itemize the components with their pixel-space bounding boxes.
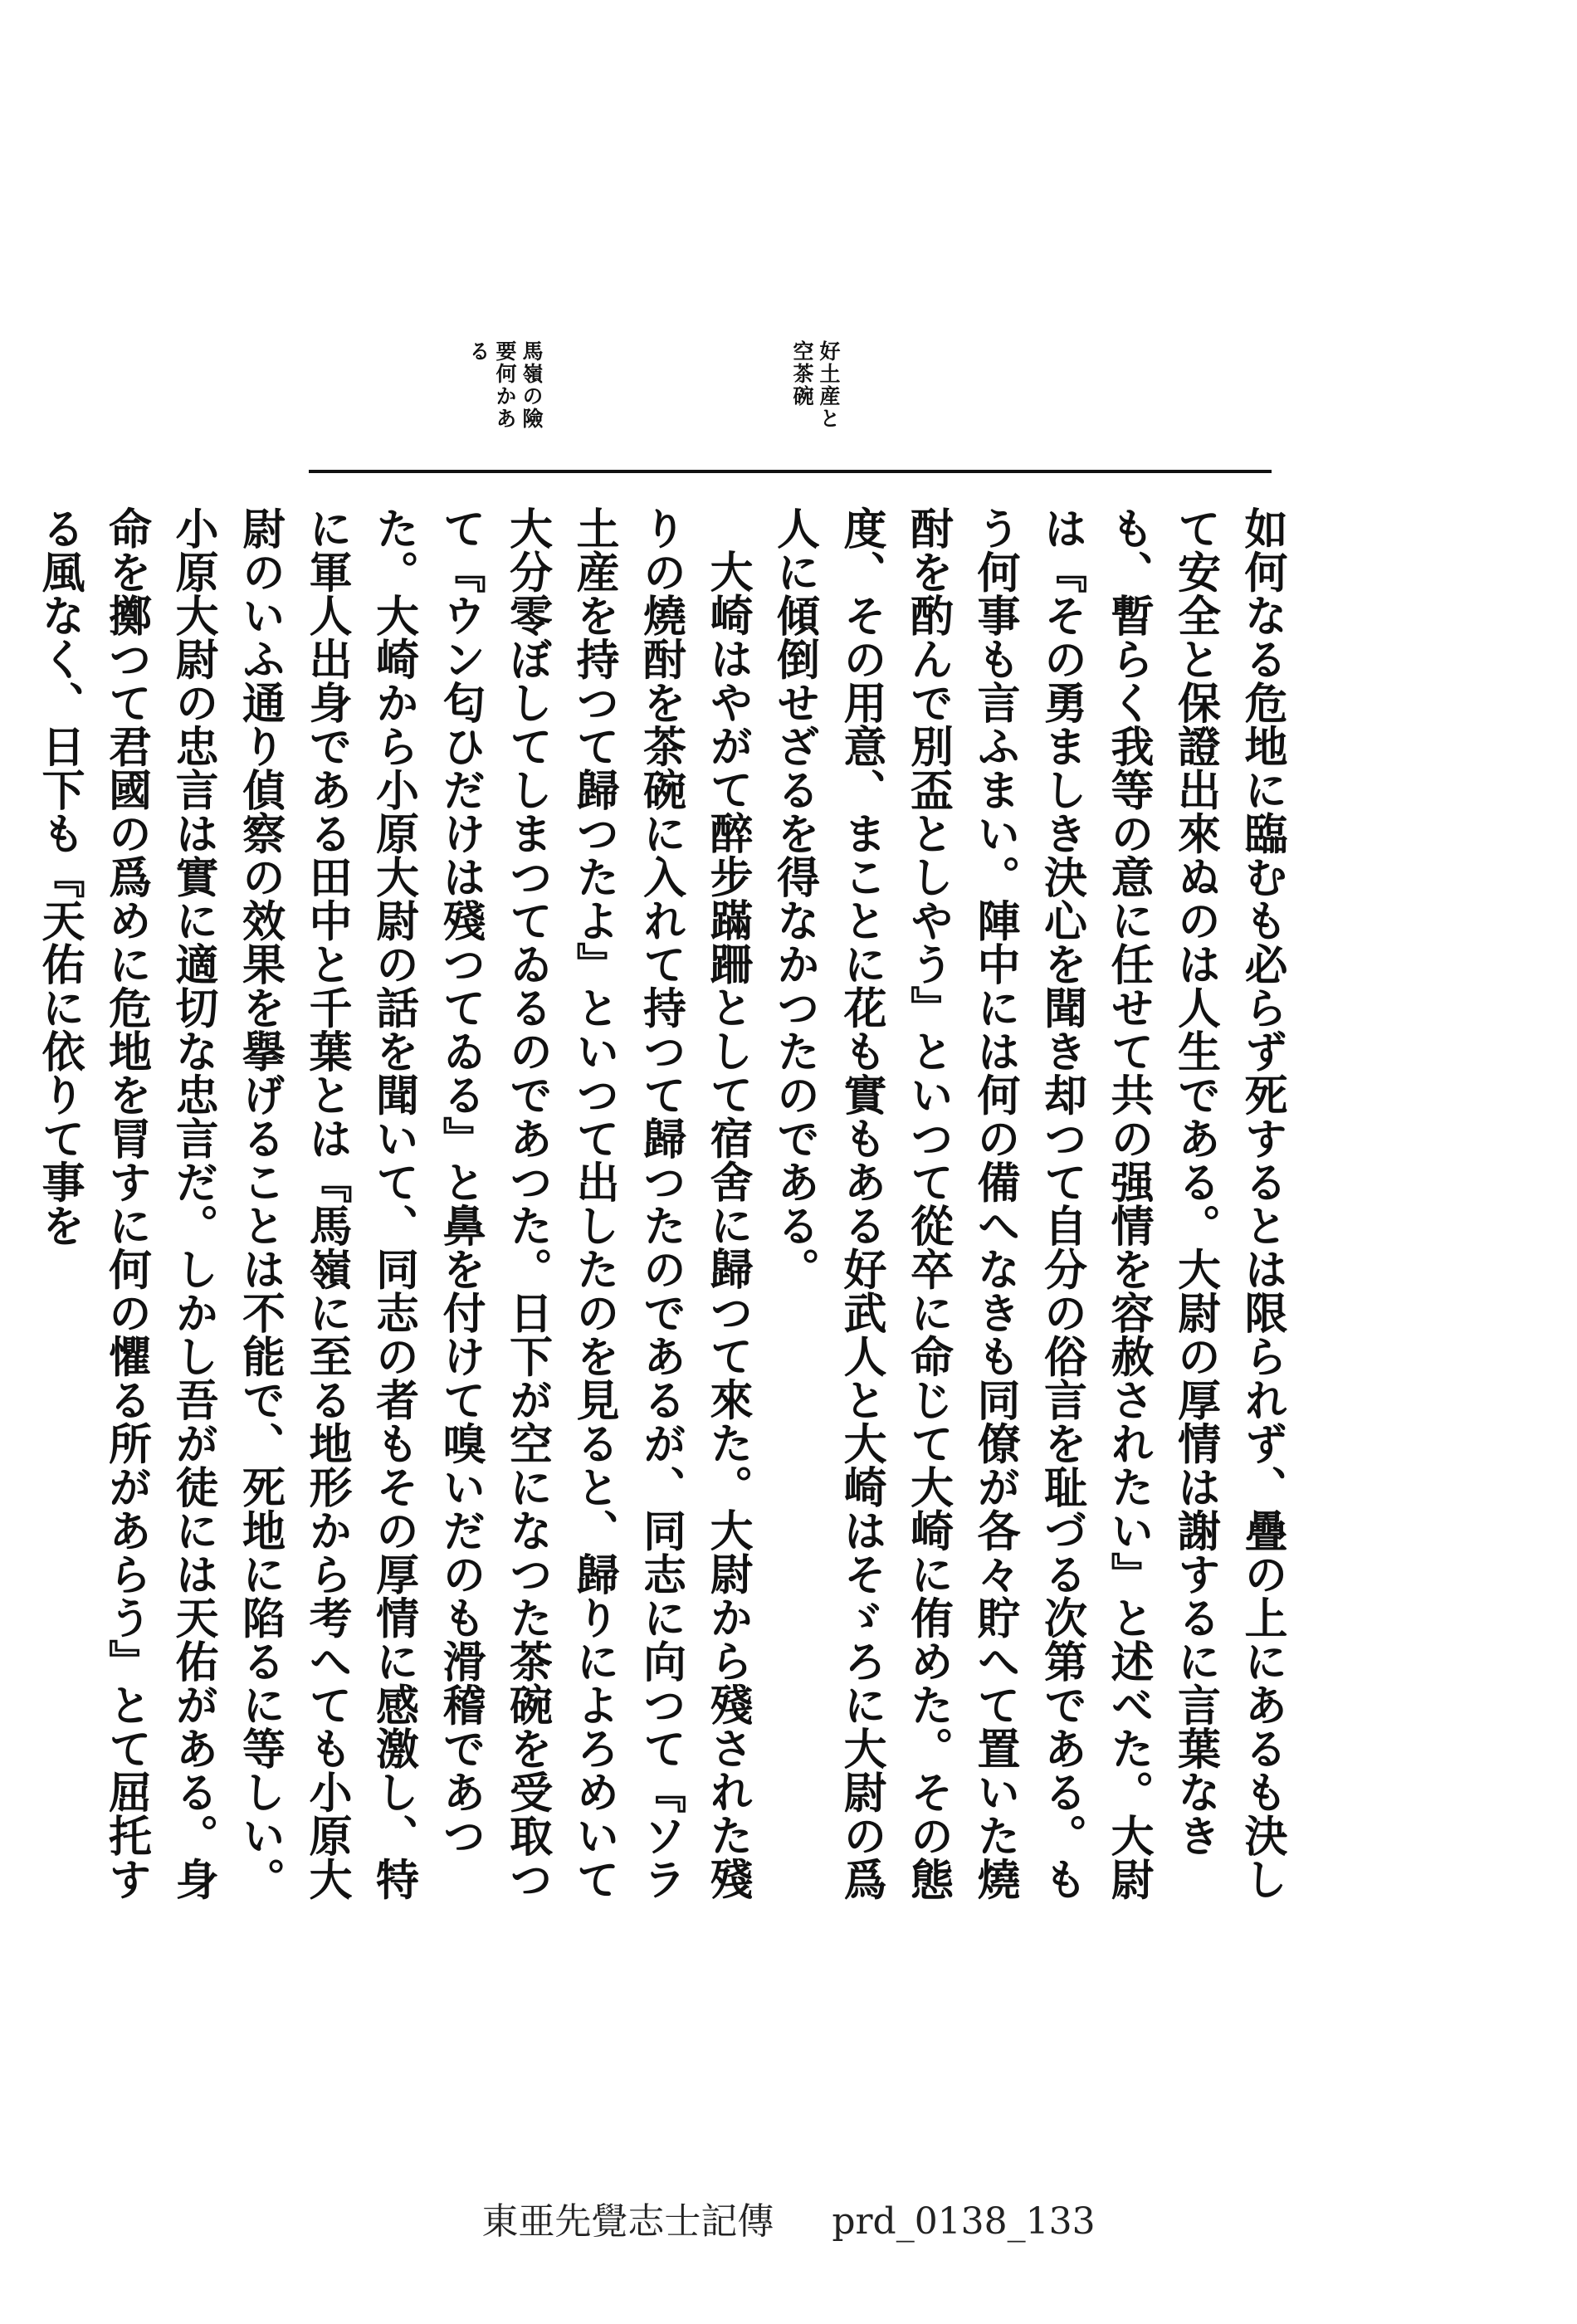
footer <box>0 2191 1577 2244</box>
headnote-baling-pass: 馬嶺の險 要何かあ る <box>466 340 544 430</box>
paragraph: 大崎はやがて醉步蹣跚として宿舍に歸つて來た。大尉から殘された殘りの燒酎を茶碗に入れて持つて歸つたのであるが、同志に向つて『ソラ土産を持つて歸つたよ』といつて出したのを見ると、歸りによろめいて大分零ぼしてしまつてゐるのであつた。日下が空になつた茶碗を受取つて『ウン匂ひだけは殘つてゐる』と鼻を付けて嗅いだのも滑稽であつた。大崎から小原大尉の話を聞いて、同志の者もその厚情に感激し、特に軍人出身である田中と千葉とは『馬嶺に至る地形から考へても小原大尉のいふ通り偵察の效果を擧げることは不能で、死地に陷るに等しい。小原大尉の忠言は實に適切な忠言だ。しかし吾が徒には天佑がある。身命を擲つて君國の爲めに危地を冐すに何の懼る所があらう』とて屈托する風なく、日下も『天佑に依りて事を <box>34 506 753 1901</box>
paragraph: 如何なる危地に臨むも必らず死するとは限られず、疊の上にあるも決して安全と保證出來ぬのは人生である。大尉の厚情は謝するに言葉なきも、暫らく我等の意に任せて共の强情を容赦されたい』と述べた。大尉は『その勇ましき決心を聞き却つて自分の俗言を耻づる次第である。もう何事も言ふまい。陣中には何の備へなきも同僚が各々貯へて置いた燒酎を酌んで別盃としやう』といつて從卒に命じて大崎に侑めた。その態度、その用意、まことに花も實もある好武人と大崎はそゞろに大尉の爲人に傾倒せざるを得なかつたのである。 <box>769 506 1287 1901</box>
headnote-souvenir: 好土産と 空茶碗 <box>790 340 841 430</box>
footer-title: 東亜先覺志士記傳 <box>481 2200 774 2243</box>
header-rule <box>309 470 1272 473</box>
footer-code: prd_0138_133 <box>832 2200 1096 2243</box>
main-text <box>34 506 1295 1917</box>
